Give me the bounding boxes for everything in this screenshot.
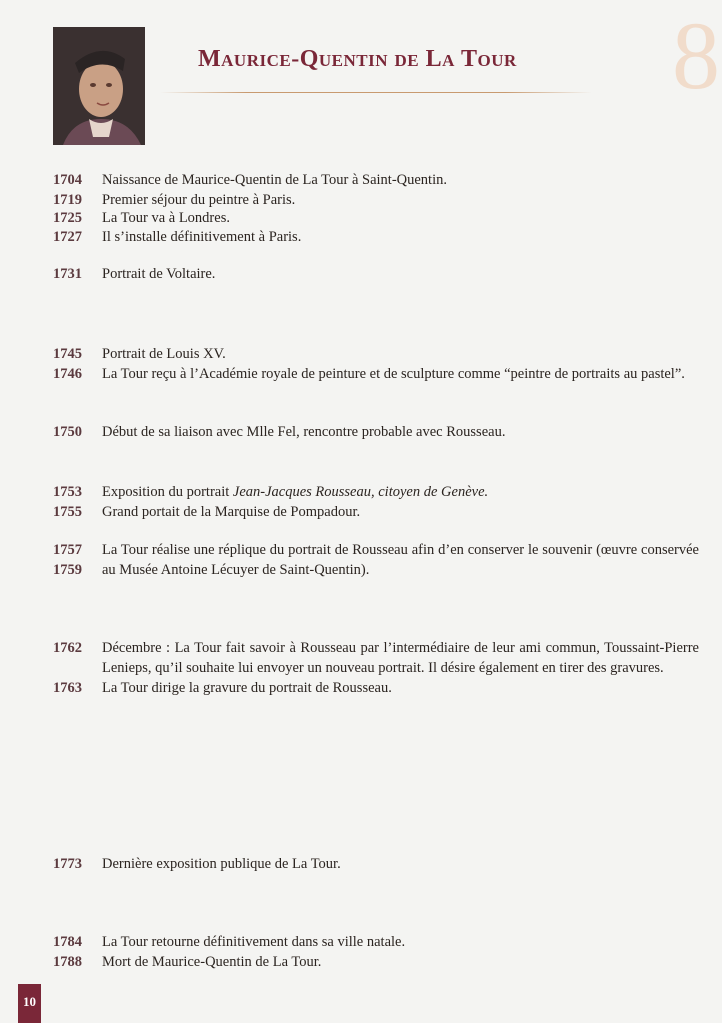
entry-text: La Tour reçu à l’Académie royale de peinture et de sculpture comme “peintre de portraits au pastel”.	[102, 366, 685, 382]
entry-year: 1773	[53, 856, 82, 872]
page-title: Maurice-Quentin de La Tour	[198, 46, 517, 72]
timeline-entry	[53, 482, 703, 502]
entry-year: 1727	[53, 229, 82, 245]
entry-text: La Tour dirige la gravure du portrait de Rousseau.	[102, 680, 392, 696]
chapter-number: 8	[672, 2, 720, 109]
entry-text-plain: Exposition du portrait	[102, 484, 233, 500]
entry-year: 1731	[53, 266, 82, 282]
page-number: 10	[18, 984, 41, 1023]
entry-year: 1757	[53, 542, 82, 558]
entry-text: Naissance de Maurice-Quentin de La Tour à Saint-Quentin.	[102, 172, 447, 188]
timeline-entry	[53, 208, 703, 228]
entry-year: 1762	[53, 640, 82, 656]
portrait-illustration	[53, 27, 145, 145]
timeline-entry	[53, 638, 703, 678]
timeline-entry	[53, 422, 703, 442]
entry-years	[53, 540, 102, 580]
timeline-entry	[53, 264, 703, 284]
timeline-entry	[53, 952, 703, 972]
entry-text: Portrait de Voltaire.	[102, 266, 216, 282]
entry-year: 1788	[53, 954, 82, 970]
timeline-entry	[53, 540, 703, 580]
entry-text: Début de sa liaison avec Mlle Fel, rencontre probable avec Rousseau.	[102, 424, 506, 440]
entry-year: 1745	[53, 346, 82, 362]
timeline-entry	[53, 678, 703, 698]
entry-year: 1750	[53, 424, 82, 440]
entry-year: 1759	[53, 562, 82, 578]
timeline-entry	[53, 854, 703, 874]
entry-text: La Tour retourne définitivement dans sa ville natale.	[102, 934, 406, 950]
title-divider	[160, 92, 592, 93]
timeline-entry	[53, 344, 703, 364]
timeline-entry	[53, 932, 703, 952]
entry-year: 1725	[53, 210, 82, 226]
entry-year: 1763	[53, 680, 82, 696]
timeline-entry	[53, 170, 703, 190]
entry-text: Dernière exposition publique de La Tour.	[102, 856, 341, 872]
entry-text	[102, 482, 699, 502]
timeline-entry	[53, 190, 703, 210]
timeline-entry	[53, 364, 703, 384]
entry-text: La Tour réalise une réplique du portrait de Rousseau afin d’en conserver le souvenir (œuvre conservée au Musée Antoine Lécuyer de Saint-Quentin).	[102, 542, 699, 578]
entry-year: 1753	[53, 484, 82, 500]
entry-text: Premier séjour du peintre à Paris.	[102, 192, 296, 208]
entry-year: 1746	[53, 366, 82, 382]
entry-text: Mort de Maurice-Quentin de La Tour.	[102, 954, 322, 970]
entry-year: 1704	[53, 172, 82, 188]
timeline-entry	[53, 227, 703, 247]
entry-year: 1719	[53, 192, 82, 208]
timeline-entry	[53, 502, 703, 522]
entry-text: Il s’installe définitivement à Paris.	[102, 229, 302, 245]
entry-text: Grand portait de la Marquise de Pompadour.	[102, 504, 361, 520]
entry-text: Portrait de Louis XV.	[102, 346, 226, 362]
artwork-title: Jean-Jacques Rousseau, citoyen de Genève.	[232, 484, 489, 500]
portrait-image	[53, 27, 145, 145]
entry-year: 1784	[53, 934, 82, 950]
entry-text: La Tour va à Londres.	[102, 210, 230, 226]
entry-year: 1755	[53, 504, 82, 520]
entry-text: Décembre : La Tour fait savoir à Rousseau par l’intermédiaire de leur ami commun, Toussaint-Pierre Lenieps, qu’il souhaite lui envoyer un nouveau portrait. Il désire également en tirer des gravures.	[102, 640, 699, 676]
